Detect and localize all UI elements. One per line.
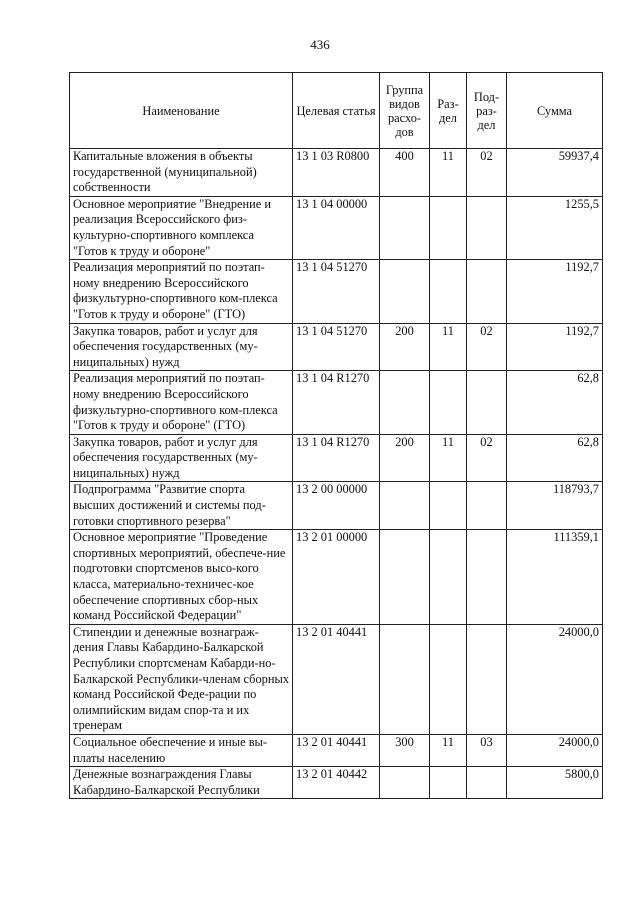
cell-sum: 118793,7: [507, 482, 603, 530]
cell-subsection: 02: [467, 323, 507, 371]
cell-section: [430, 482, 467, 530]
cell-group: [380, 624, 430, 734]
cell-name: Основное мероприятие "Внедрение и реализация Всероссийского физ-культурно-спортивного комплекса "Готов к труду и обороне": [70, 196, 293, 259]
cell-target: 13 1 03 R0800: [293, 149, 380, 197]
header-group: Группа видов расхо-дов: [380, 73, 430, 149]
cell-name: Стипендии и денежные вознаграж-дения Главы Кабардино-Балкарской Республики спортсменам Кабарди-но-Балкарской Республики-членам сборных команд Российской Феде-рации по олимпийским видам спор-та и их тренерам: [70, 624, 293, 734]
cell-target: 13 2 00 00000: [293, 482, 380, 530]
cell-section: [430, 530, 467, 625]
table-row: [70, 530, 603, 625]
cell-group: [380, 371, 430, 434]
cell-target: 13 2 01 40441: [293, 734, 380, 766]
cell-group: 200: [380, 434, 430, 482]
table-row: [70, 260, 603, 323]
cell-group: 200: [380, 323, 430, 371]
cell-subsection: 02: [467, 434, 507, 482]
cell-target: 13 2 01 40441: [293, 624, 380, 734]
cell-subsection: [467, 624, 507, 734]
cell-sum: 24000,0: [507, 624, 603, 734]
cell-section: 11: [430, 434, 467, 482]
header-sum: Сумма: [507, 73, 603, 149]
cell-sum: 111359,1: [507, 530, 603, 625]
cell-subsection: [467, 196, 507, 259]
cell-subsection: [467, 482, 507, 530]
cell-sum: 5800,0: [507, 767, 603, 799]
cell-group: [380, 482, 430, 530]
cell-sum: 1192,7: [507, 323, 603, 371]
cell-group: [380, 767, 430, 799]
cell-name: Основное мероприятие "Проведение спортивных мероприятий, обеспече-ние подготовки спортсменов высо-кого класса, материально-техничес-кое обеспечение спортивных сбор-ных команд Российской Федерации": [70, 530, 293, 625]
cell-section: 11: [430, 149, 467, 197]
cell-target: 13 1 04 R1270: [293, 371, 380, 434]
table-row: [70, 624, 603, 734]
cell-subsection: [467, 530, 507, 625]
cell-section: [430, 371, 467, 434]
table-row: [70, 434, 603, 482]
header-section: Раз-дел: [430, 73, 467, 149]
cell-target: 13 2 01 00000: [293, 530, 380, 625]
cell-group: 400: [380, 149, 430, 197]
table-row: [70, 323, 603, 371]
cell-group: 300: [380, 734, 430, 766]
cell-section: [430, 196, 467, 259]
cell-target: 13 1 04 51270: [293, 323, 380, 371]
table-row: [70, 149, 603, 197]
cell-sum: 24000,0: [507, 734, 603, 766]
cell-sum: 62,8: [507, 434, 603, 482]
cell-name: Закупка товаров, работ и услуг для обеспечения государственных (му-ниципальных) нужд: [70, 323, 293, 371]
table-row: [70, 767, 603, 799]
cell-name: Капитальные вложения в объекты государственной (муниципальной) собственности: [70, 149, 293, 197]
cell-section: 11: [430, 323, 467, 371]
cell-group: [380, 196, 430, 259]
cell-section: [430, 260, 467, 323]
cell-section: 11: [430, 734, 467, 766]
table-row: [70, 371, 603, 434]
cell-sum: 62,8: [507, 371, 603, 434]
cell-target: 13 2 01 40442: [293, 767, 380, 799]
table-row: [70, 196, 603, 259]
header-subsection: Под-раз-дел: [467, 73, 507, 149]
cell-subsection: 03: [467, 734, 507, 766]
cell-sum: 1255,5: [507, 196, 603, 259]
budget-table: [69, 72, 603, 799]
page-number: 436: [310, 37, 330, 52]
header-target: Целевая статья: [293, 73, 380, 149]
cell-target: 13 1 04 R1270: [293, 434, 380, 482]
cell-section: [430, 624, 467, 734]
cell-target: 13 1 04 51270: [293, 260, 380, 323]
table-header-row: [70, 73, 603, 149]
cell-name: Реализация мероприятий по поэтап-ному внедрению Всероссийского физкультурно-спортивного ком-плекса "Готов к труду и обороне" (ГТО): [70, 371, 293, 434]
table-row: [70, 482, 603, 530]
cell-target: 13 1 04 00000: [293, 196, 380, 259]
cell-subsection: [467, 371, 507, 434]
cell-name: Закупка товаров, работ и услуг для обеспечения государственных (му-ниципальных) нужд: [70, 434, 293, 482]
header-name: Наименование: [70, 73, 293, 149]
cell-group: [380, 260, 430, 323]
cell-name: Денежные вознаграждения Главы Кабардино-Балкарской Республики: [70, 767, 293, 799]
cell-sum: 59937,4: [507, 149, 603, 197]
cell-name: Реализация мероприятий по поэтап-ному внедрению Всероссийского физкультурно-спортивного ком-плекса "Готов к труду и обороне" (ГТО): [70, 260, 293, 323]
cell-name: Социальное обеспечение и иные вы-платы населению: [70, 734, 293, 766]
cell-sum: 1192,7: [507, 260, 603, 323]
table-row: [70, 734, 603, 766]
cell-subsection: [467, 767, 507, 799]
cell-subsection: [467, 260, 507, 323]
cell-group: [380, 530, 430, 625]
cell-section: [430, 767, 467, 799]
cell-name: Подпрограмма "Развитие спорта высших достижений и системы под-готовки спортивного резерва": [70, 482, 293, 530]
cell-subsection: 02: [467, 149, 507, 197]
